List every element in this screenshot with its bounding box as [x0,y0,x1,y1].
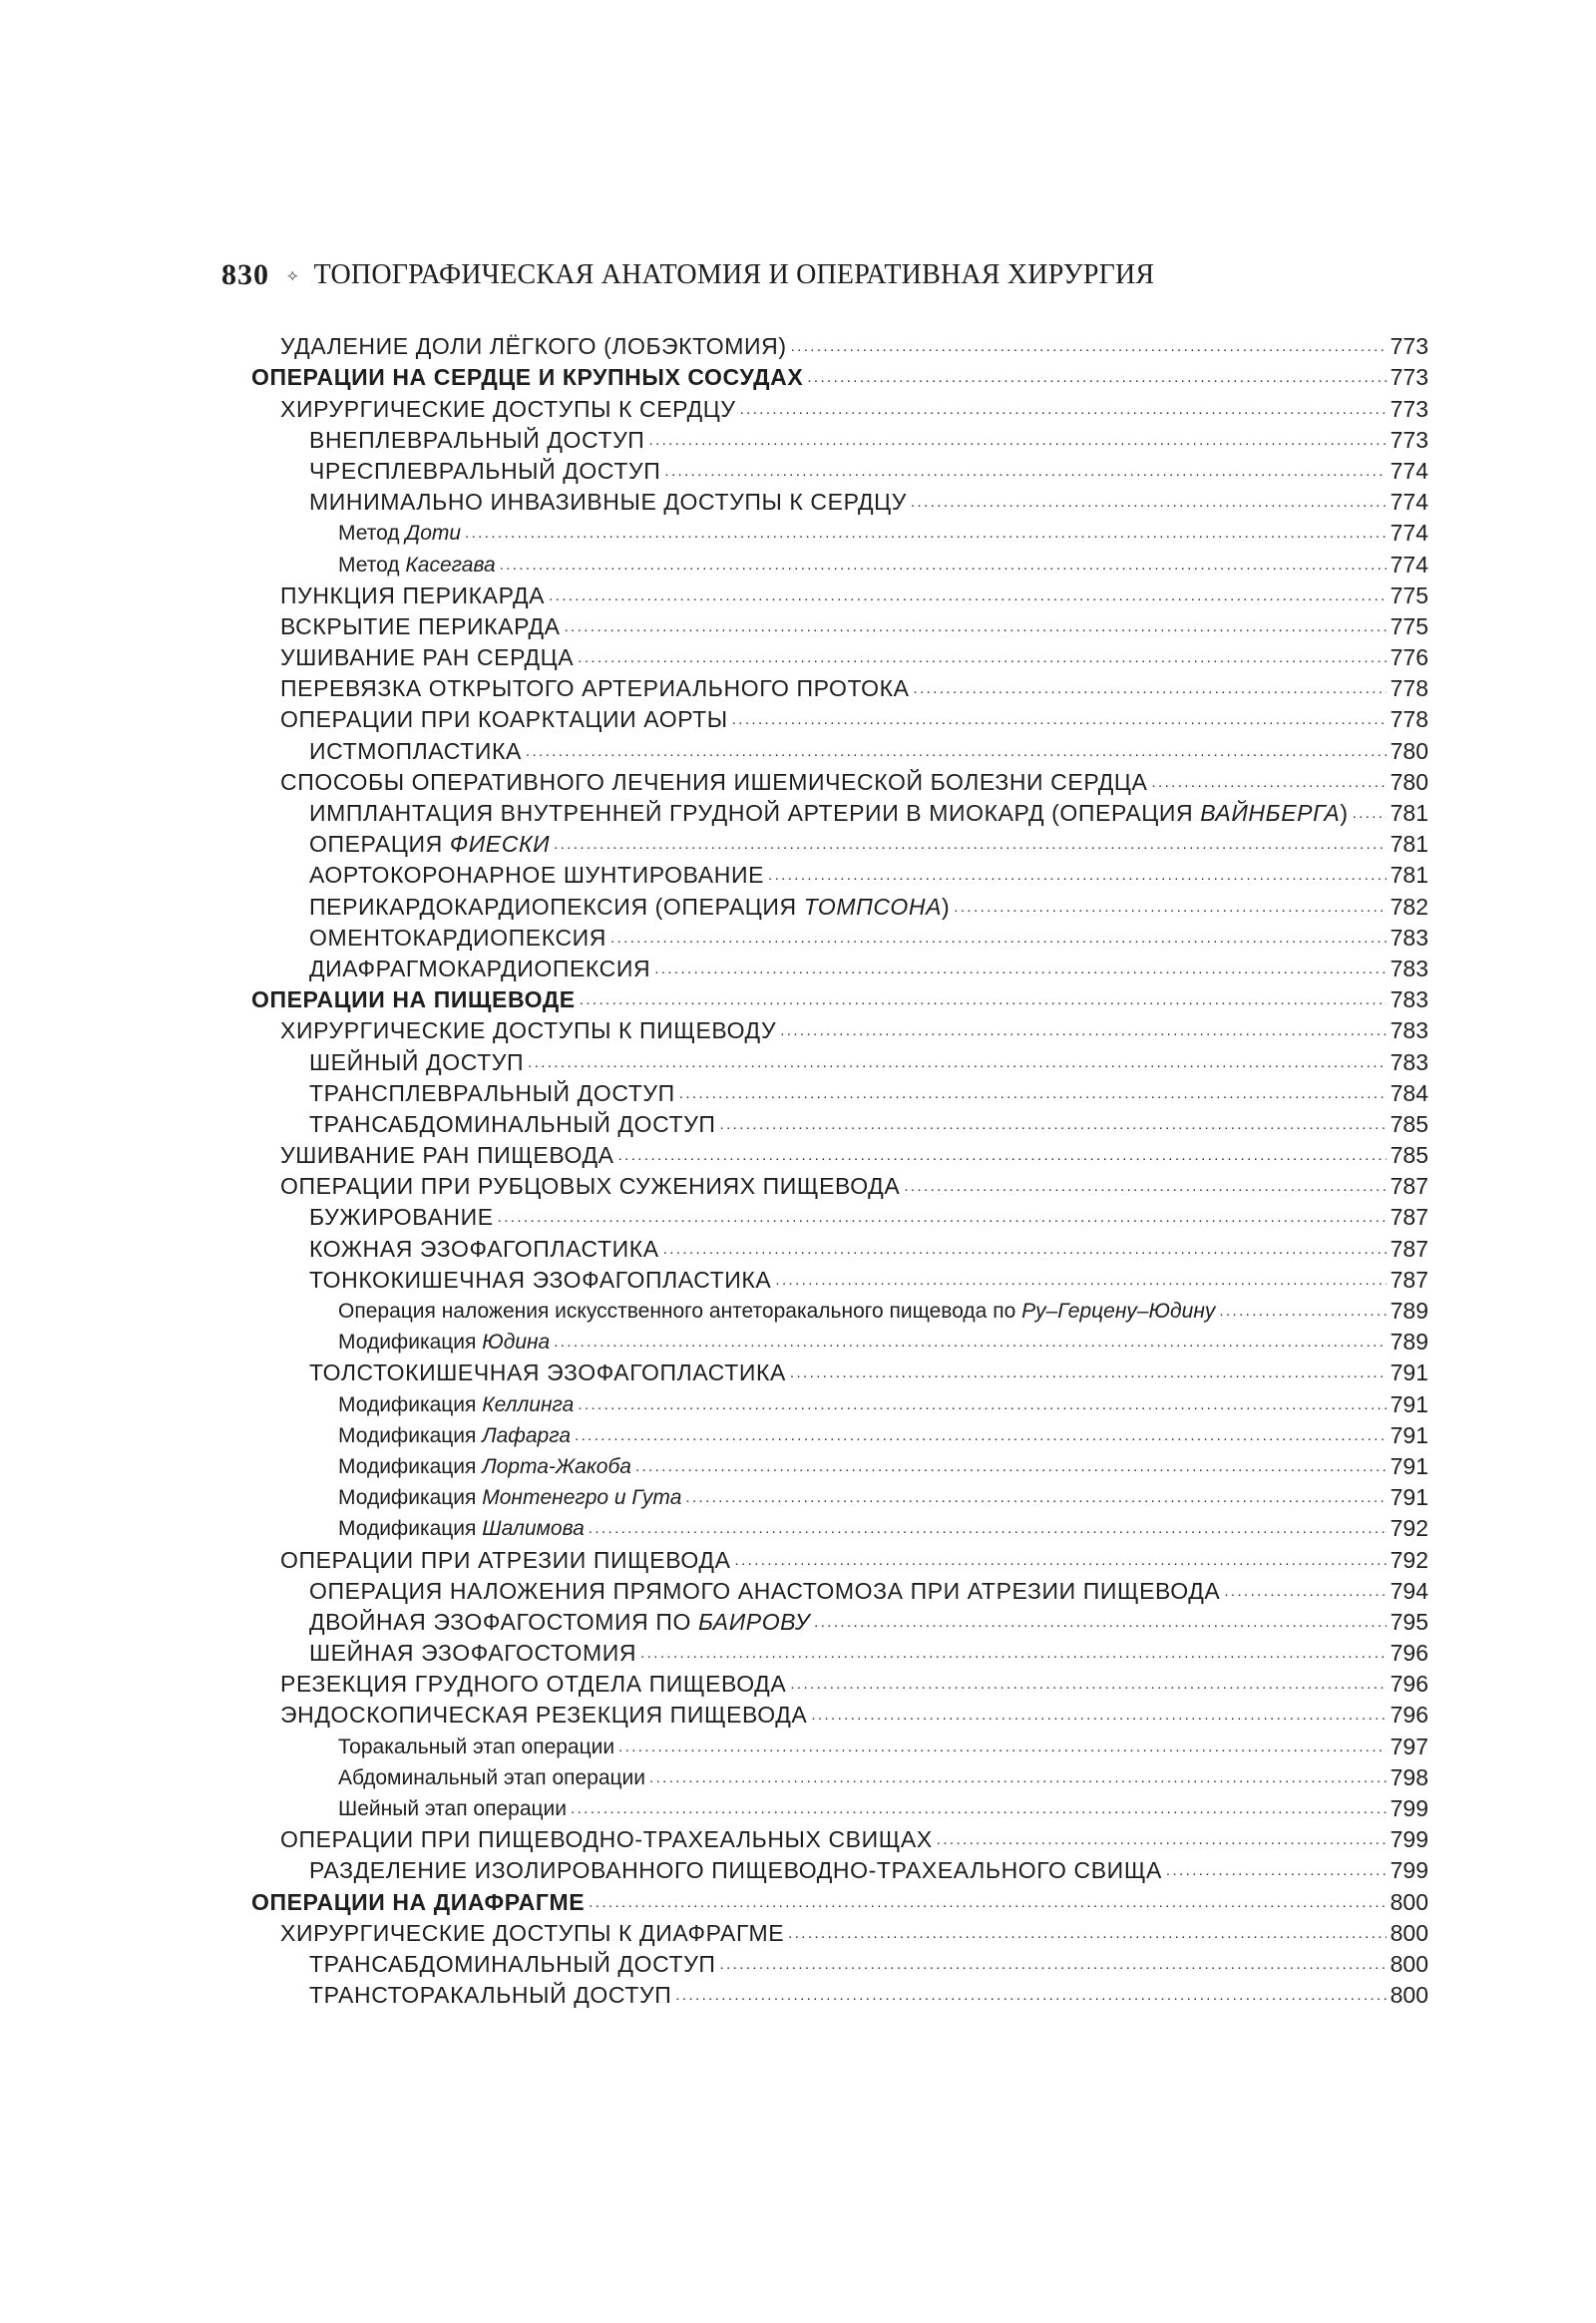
toc-entry-title [280,1173,904,1200]
toc-entry[interactable] [251,547,1428,578]
toc-entry-title [251,1889,589,1916]
toc-entry-title-italic: Ру–Герцену–Юдину [1021,1300,1216,1323]
toc-entry-title-italic: Монтенегро и Гута [482,1486,682,1510]
toc-entry-page-number: 800 [1390,1950,1428,1977]
toc-entry-title [338,1764,649,1791]
toc-entry[interactable] [251,858,1428,889]
dot-leader [635,1457,1387,1477]
dot-leader [618,1146,1387,1166]
toc-entry-title-text: Шейный этап операции [338,1797,568,1820]
toc-entry-title-text: ИСТМОПЛАСТИКА [309,737,522,764]
toc-entry-title [280,675,914,702]
toc-entry-title-text: УШИВАНИЕ РАН СЕРДЦА [280,644,575,671]
toc-entry-page-number: 783 [1390,1017,1428,1044]
toc-entry-page-number: 799 [1390,1857,1428,1884]
toc-entry-page-number: 796 [1390,1640,1428,1667]
dot-leader [720,1955,1387,1975]
toc-entry-title [280,1017,780,1044]
dot-leader [648,431,1387,451]
toc-entry-title-italic: Лафарга [482,1423,572,1447]
toc-entry-title [251,364,807,391]
dot-leader [528,1053,1387,1073]
dot-leader [640,1644,1387,1664]
toc-entry-title-text: ОПЕРАЦИИ ПРИ КОАРКТАЦИИ АОРТЫ [280,706,728,733]
toc-entry-title-text: АОРТОКОРОНАРНОЕ ШУНТИРОВАНИЕ [309,862,765,889]
toc-entry-page-number: 773 [1390,395,1428,422]
toc-entry-title [338,1453,635,1480]
toc-entry-page-number: 799 [1390,1826,1428,1853]
toc-entry-title-text: РАЗДЕЛЕНИЕ ИЗОЛИРОВАННОГО ПИЩЕВОДНО-ТРАХЕАЛЬНОГО СВИЩА [309,1857,1162,1884]
toc-entry-title-text: Модификация [338,1517,483,1541]
toc-entry[interactable] [251,1200,1428,1231]
toc-entry-title-text: ОПЕРАЦИИ НА СЕРДЦЕ И КРУПНЫХ СОСУДАХ [251,364,804,391]
toc-entry-title-text: Метод [338,522,406,546]
toc-entry-title [338,1734,618,1760]
toc-entry[interactable] [251,640,1428,671]
toc-entry-title [309,458,664,485]
toc-entry-page-number: 781 [1390,831,1428,858]
toc-entry[interactable] [251,1760,1428,1791]
toc-entry-title [309,800,1353,827]
toc-entry[interactable] [251,1418,1428,1449]
toc-entry-title [309,1951,720,1978]
toc-entry-page-number: 783 [1390,1048,1428,1075]
toc-entry-title-italic: ВАЙНБЕРГА [1200,800,1341,826]
toc-entry-page-number: 783 [1390,924,1428,951]
toc-entry-title-text: РЕЗЕКЦИЯ ГРУДНОГО ОТДЕЛА ПИЩЕВОДА [280,1671,787,1698]
toc-entry-title [309,1359,790,1386]
toc-entry[interactable] [251,982,1428,1013]
toc-entry-title-italic: Келлинга [482,1392,575,1416]
dot-leader [571,1799,1387,1819]
toc-entry-title-text: ) [942,893,951,920]
toc-entry-title [280,769,1151,796]
toc-entry[interactable] [251,329,1428,360]
toc-entry-title-text: КОЖНАЯ ЭЗОФАГОПЛАСТИКА [309,1235,659,1262]
toc-entry-title-italic: Доти [405,522,462,546]
toc-entry-page-number: 791 [1390,1359,1428,1386]
toc-entry-page-number: 798 [1390,1763,1428,1790]
toc-entry-title-text: ИМПЛАНТАЦИЯ ВНУТРЕННЕЙ ГРУДНОЙ АРТЕРИИ В МИОКАРД (ОПЕРАЦИЯ [309,800,1201,826]
toc-entry-title [309,1204,498,1231]
toc-entry-title-text: УДАЛЕНИЕ ДОЛИ ЛЁГКОГО (ЛОБЭКТОМИЯ) [280,333,787,360]
toc-entry-title [251,986,580,1013]
toc-entry[interactable] [251,1013,1428,1044]
toc-entry[interactable] [251,1231,1428,1262]
toc-entry[interactable] [251,1263,1428,1294]
dot-leader [675,1986,1387,2006]
toc-entry[interactable] [251,360,1428,391]
toc-entry[interactable] [251,1107,1428,1138]
dot-leader [618,1738,1387,1757]
dot-leader [1224,1582,1387,1602]
toc-entry-title-text: ВНЕПЛЕВРАЛЬНЫЙ ДОСТУП [309,426,645,453]
dot-leader [1151,773,1387,793]
toc-entry-title [309,1049,528,1076]
dot-leader [685,1488,1387,1508]
toc-entry-title [338,1484,685,1511]
toc-entry[interactable] [251,1076,1428,1107]
toc-entry[interactable] [251,671,1428,702]
dot-leader [526,742,1387,762]
toc-entry-title [280,396,740,423]
toc-entry[interactable] [251,1574,1428,1605]
toc-entry[interactable] [251,1605,1428,1636]
toc-entry-page-number: 781 [1390,800,1428,826]
toc-entry-title [280,706,732,733]
toc-entry-title-text: Модификация [338,1454,483,1478]
toc-entry-page-number: 796 [1390,1702,1428,1729]
dot-leader [1219,1302,1387,1322]
toc-entry-page-number: 789 [1390,1329,1428,1355]
dot-leader [498,1208,1387,1228]
toc-entry-title-italic: Касегава [405,553,496,577]
toc-entry-title-text: ОПЕРАЦИИ ПРИ АТРЕЗИИ ПИЩЕВОДА [280,1546,731,1573]
toc-entry-title [309,427,648,454]
toc-entry-page-number: 783 [1390,986,1428,1013]
toc-entry[interactable] [251,1978,1428,2009]
toc-entry-page-number: 789 [1390,1298,1428,1324]
table-of-contents [251,329,1428,2009]
toc-entry-title-text: ТОНКОКИШЕЧНАЯ ЭЗОФАГОПЛАСТИКА [309,1266,772,1293]
toc-entry-page-number: 774 [1390,520,1428,547]
toc-entry-page-number: 776 [1390,644,1428,671]
toc-entry-title [280,1547,735,1574]
toc-entry-title-text: ХИРУРГИЧЕСКИЕ ДОСТУПЫ К СЕРДЦУ [280,395,736,422]
toc-entry-title-text: ПУНКЦИЯ ПЕРИКАРДА [280,581,546,608]
toc-entry-page-number: 780 [1390,737,1428,764]
toc-entry-title-text: ОМЕНТОКАРДИОПЕКСИЯ [309,924,607,951]
toc-entry-page-number: 778 [1390,706,1428,733]
toc-entry-page-number: 792 [1390,1546,1428,1573]
toc-entry-page-number: 796 [1390,1671,1428,1698]
dot-leader [589,1519,1387,1539]
dot-leader [911,493,1387,513]
dot-leader [914,679,1387,699]
toc-entry-title-text: ДВОЙНАЯ ЭЗОФАГОСТОМИЯ ПО [309,1608,698,1635]
toc-entry-page-number: 795 [1390,1608,1428,1635]
toc-entry-title-text: ) [1340,800,1349,826]
toc-entry-title-text: ПЕРИКАРДОКАРДИОПЕКСИЯ (ОПЕРАЦИЯ [309,893,804,920]
toc-entry-title [309,1609,814,1636]
toc-entry-title [338,1515,589,1542]
toc-entry-page-number: 787 [1390,1235,1428,1262]
toc-entry-title [338,552,500,579]
toc-entry-page-number: 799 [1390,1795,1428,1821]
toc-entry-title-italic: Лорта-Жакоба [482,1454,631,1478]
dot-leader [732,710,1387,730]
toc-entry-title-text: ПЕРЕВЯЗКА ОТКРЫТОГО АРТЕРИАЛЬНОГО ПРОТОКА [280,675,910,702]
dot-leader [807,368,1387,388]
toc-entry[interactable] [251,1853,1428,1884]
toc-entry-title-text: МИНИМАЛЬНО ИНВАЗИВНЫЕ ДОСТУПЫ К СЕРДЦУ [309,489,907,516]
toc-entry-page-number: 785 [1390,1110,1428,1137]
toc-entry-title-text: ОПЕРАЦИЯ [309,831,450,858]
dot-leader [791,337,1387,357]
toc-entry-page-number: 773 [1390,333,1428,360]
toc-entry-title [338,1329,554,1355]
dot-leader [578,648,1387,668]
toc-entry-title [280,644,578,671]
toc-entry[interactable] [251,1386,1428,1417]
toc-entry-title-text: Модификация [338,1486,483,1510]
toc-entry[interactable] [251,1947,1428,1978]
toc-entry-title-text: СПОСОБЫ ОПЕРАТИВНОГО ЛЕЧЕНИЯ ИШЕМИЧЕСКОЙ БОЛЕЗНИ СЕРДЦА [280,768,1148,795]
toc-entry-page-number: 797 [1390,1733,1428,1759]
toc-entry[interactable] [251,733,1428,764]
dot-leader [554,835,1387,855]
dot-leader [663,1240,1387,1260]
toc-entry[interactable] [251,1698,1428,1729]
dot-leader [580,990,1387,1010]
toc-entry-title-text: ТОЛСТОКИШЕЧНАЯ ЭЗОФАГОПЛАСТИКА [309,1359,786,1386]
dot-leader [790,1675,1387,1695]
toc-entry-title [309,738,526,765]
toc-entry[interactable] [251,827,1428,858]
dot-leader [575,1426,1387,1446]
toc-entry-title-italic: ТОМПСОНА [803,893,943,920]
toc-entry[interactable] [251,796,1428,827]
toc-entry-page-number: 774 [1390,551,1428,578]
toc-entry-page-number: 773 [1390,426,1428,453]
toc-entry[interactable] [251,765,1428,796]
toc-entry[interactable] [251,391,1428,422]
dot-leader [735,1551,1387,1571]
toc-entry-title-text: Модификация [338,1392,483,1416]
toc-entry-page-number: 800 [1390,1982,1428,2009]
toc-entry-title [280,333,791,360]
dot-leader [904,1177,1387,1197]
dot-leader [811,1706,1387,1726]
toc-entry-title-text: ЭНДОСКОПИЧЕСКАЯ РЕЗЕКЦИЯ ПИЩЕВОДА [280,1702,808,1729]
toc-entry[interactable] [251,1542,1428,1573]
toc-entry-title-italic: Юдина [482,1331,551,1355]
toc-entry-title-text: ТРАНСАБДОМИНАЛЬНЫЙ ДОСТУП [309,1950,716,1977]
toc-entry-title [309,831,554,858]
toc-entry-title [280,1826,937,1853]
toc-entry-title [309,956,654,982]
toc-entry-title [309,1857,1166,1884]
toc-entry-title [280,1671,790,1698]
toc-entry-title [309,925,610,952]
toc-entry[interactable] [251,1449,1428,1480]
toc-entry[interactable] [251,1636,1428,1667]
dot-leader [578,1395,1387,1415]
dot-leader [679,1084,1387,1104]
toc-entry-title [309,1236,663,1263]
toc-entry-page-number: 794 [1390,1577,1428,1604]
page-number: 830 [221,258,269,291]
toc-entry-title [338,520,465,547]
toc-entry-title-text: ОПЕРАЦИИ НА ПИЩЕВОДЕ [251,986,576,1013]
dot-leader [780,1021,1387,1041]
toc-entry[interactable] [251,952,1428,982]
toc-entry[interactable] [251,1325,1428,1355]
toc-entry-title [309,894,954,921]
dot-leader [610,929,1387,949]
toc-entry[interactable] [251,516,1428,547]
toc-entry-page-number: 791 [1390,1390,1428,1417]
toc-entry-title [338,1391,578,1418]
dot-leader [954,898,1387,918]
toc-entry-page-number: 780 [1390,768,1428,795]
toc-entry-page-number: 800 [1390,1919,1428,1946]
toc-entry-page-number: 784 [1390,1079,1428,1106]
toc-entry-title-text: ВСКРЫТИЕ ПЕРИКАРДА [280,612,561,639]
toc-entry-page-number: 773 [1390,364,1428,391]
diamond-separator-icon: ⟡ [287,265,298,284]
toc-entry[interactable] [251,1511,1428,1542]
toc-entry[interactable] [251,423,1428,454]
toc-entry-page-number: 787 [1390,1204,1428,1231]
toc-entry[interactable] [251,702,1428,733]
toc-entry[interactable] [251,1294,1428,1325]
toc-entry-title-italic: Шалимова [482,1517,585,1541]
toc-entry[interactable] [251,1729,1428,1759]
toc-entry-title-text: Торакальный этап операции [338,1735,615,1758]
toc-entry-page-number: 791 [1390,1484,1428,1511]
toc-entry[interactable] [251,579,1428,609]
toc-entry-page-number: 782 [1390,893,1428,920]
dot-leader [740,400,1387,420]
dot-leader [649,1768,1387,1788]
running-head [221,255,1154,295]
toc-entry-title [309,1578,1224,1605]
toc-entry[interactable] [251,485,1428,516]
toc-entry-title [280,613,565,640]
toc-entry-title [280,1920,788,1947]
toc-entry[interactable] [251,1355,1428,1386]
toc-entry-title-italic: ФИЕСКИ [449,831,551,858]
toc-entry-title-text: ШЕЙНЫЙ ДОСТУП [309,1048,525,1075]
dot-leader [465,524,1387,544]
toc-entry-page-number: 791 [1390,1421,1428,1448]
toc-entry[interactable] [251,921,1428,952]
toc-entry-title-text: Модификация [338,1331,483,1355]
toc-entry[interactable] [251,1169,1428,1200]
toc-entry-title [309,489,911,516]
dot-leader [937,1830,1387,1850]
toc-entry-title [338,1298,1219,1325]
dot-leader [720,1115,1387,1135]
toc-entry-page-number: 775 [1390,612,1428,639]
toc-entry[interactable] [251,889,1428,920]
toc-entry[interactable] [251,1138,1428,1169]
toc-entry-title [338,1422,575,1449]
toc-entry-page-number: 791 [1390,1452,1428,1479]
toc-entry-title-text: УШИВАНИЕ РАН ПИЩЕВОДА [280,1142,614,1169]
toc-entry-title-italic: БАИРОВУ [697,1608,811,1635]
toc-entry-title-text: Метод [338,553,406,577]
toc-entry[interactable] [251,1884,1428,1915]
toc-entry-page-number: 787 [1390,1173,1428,1200]
toc-entry-title-text: Модификация [338,1423,483,1447]
dot-leader [1353,804,1387,824]
toc-entry-title-text: ТРАНСПЛЕВРАЛЬНЫЙ ДОСТУП [309,1079,675,1106]
toc-entry-page-number: 785 [1390,1142,1428,1169]
toc-entry[interactable] [251,1791,1428,1822]
toc-entry-title [309,1080,679,1107]
toc-entry-page-number: 774 [1390,489,1428,516]
toc-entry[interactable] [251,1916,1428,1947]
dot-leader [554,1333,1387,1353]
toc-entry-title-text: ЧРЕСПЛЕВРАЛЬНЫЙ ДОСТУП [309,457,661,484]
toc-entry-title [338,1795,571,1822]
toc-entry-title [309,1267,775,1294]
toc-entry[interactable] [251,1667,1428,1698]
toc-entry-title [280,1702,811,1729]
toc-entry-title [309,1111,720,1138]
toc-entry-page-number: 781 [1390,862,1428,889]
dot-leader [768,866,1387,886]
toc-entry-title-text: ДИАФРАГМОКАРДИОПЕКСИЯ [309,955,651,981]
dot-leader [589,1893,1387,1913]
toc-entry-page-number: 783 [1390,955,1428,981]
dot-leader [775,1271,1387,1291]
toc-entry-page-number: 800 [1390,1888,1428,1915]
toc-entry-title [309,1640,640,1667]
toc-entry-page-number: 792 [1390,1515,1428,1542]
toc-entry-title-text: ТРАНСТОРАКАЛЬНЫЙ ДОСТУП [309,1982,672,2009]
toc-entry[interactable] [251,609,1428,640]
toc-entry-title-text: ОПЕРАЦИИ ПРИ ПИЩЕВОДНО-ТРАХЕАЛЬНЫХ СВИЩАХ [280,1826,933,1853]
toc-entry[interactable] [251,454,1428,485]
dot-leader [1166,1861,1387,1881]
toc-entry-page-number: 774 [1390,457,1428,484]
dot-leader [549,586,1387,606]
toc-entry-title-text: ОПЕРАЦИЯ НАЛОЖЕНИЯ ПРЯМОГО АНАСТОМОЗА ПРИ АТРЕЗИИ ПИЩЕВОДА [309,1577,1221,1604]
toc-entry-title-text: Операция наложения искусственного антеторакального пищевода по [338,1300,1022,1323]
toc-entry-page-number: 778 [1390,675,1428,702]
toc-entry-title [280,1142,618,1169]
toc-entry-title-text: Абдоминальный этап операции [338,1765,646,1789]
toc-entry-page-number: 787 [1390,1266,1428,1293]
book-title: ТОПОГРАФИЧЕСКАЯ АНАТОМИЯ И ОПЕРАТИВНАЯ ХИРУРГИЯ [313,259,1155,290]
dot-leader [500,556,1387,576]
toc-entry-title [280,582,549,609]
dot-leader [654,960,1387,979]
toc-entry-title-text: БУЖИРОВАНИЕ [309,1204,494,1231]
toc-entry-title-text: ОПЕРАЦИИ НА ДИАФРАГМЕ [251,1888,586,1915]
toc-entry-title [309,1982,675,2009]
toc-entry-title-text: ШЕЙНАЯ ЭЗОФАГОСТОМИЯ [309,1640,637,1667]
toc-entry[interactable] [251,1822,1428,1853]
dot-leader [790,1363,1387,1383]
dot-leader [664,462,1387,482]
dot-leader [565,617,1387,637]
toc-entry-title-text: ХИРУРГИЧЕСКИЕ ДОСТУПЫ К ДИАФРАГМЕ [280,1919,785,1946]
dot-leader [788,1924,1387,1944]
toc-entry[interactable] [251,1480,1428,1511]
toc-entry-title [309,862,768,889]
dot-leader [814,1613,1387,1633]
toc-entry-title-text: ХИРУРГИЧЕСКИЕ ДОСТУПЫ К ПИЩЕВОДУ [280,1017,777,1044]
toc-entry[interactable] [251,1044,1428,1075]
toc-entry-page-number: 775 [1390,581,1428,608]
toc-entry-title-text: ОПЕРАЦИИ ПРИ РУБЦОВЫХ СУЖЕНИЯХ ПИЩЕВОДА [280,1173,901,1200]
toc-entry-title-text: ТРАНСАБДОМИНАЛЬНЫЙ ДОСТУП [309,1110,716,1137]
